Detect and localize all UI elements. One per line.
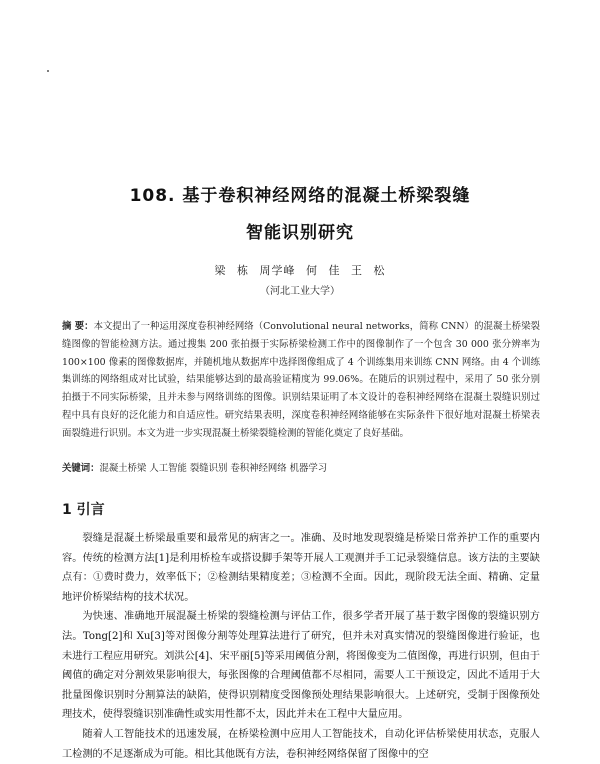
- author-list: 梁 栋 周学峰 何 佳 王 松: [214, 264, 386, 277]
- paragraph: 随着人工智能技术的迅速发展，在桥梁检测中应用人工智能技术，自动化评估桥梁使用状态，克服人工检测的不足逐渐成为可能。相比其他既有方法，卷积神经网络保留了图像中的空: [62, 728, 540, 760]
- paragraph: 裂缝是混凝土桥梁最重要和最常见的病害之一。准确、及时地发现裂缝是桥梁日常养护工作的重要内容。传统的检测方法[1]是利用桥检车或搭设脚手架等开展人工观测并手工记录裂缝信息。该方法的主要缺点有：①费时费力，效率低下；②检测结果精度差；③检测不全面。因此，现阶段无法全面、精确、定量地评价桥梁结构的技术状况。: [62, 533, 540, 603]
- paper-title-line2: 智能识别研究: [246, 223, 354, 243]
- section-heading: 1 引言: [62, 502, 105, 518]
- keywords: [62, 461, 540, 477]
- keywords-text: 混凝土桥梁 人工智能 裂缝识别 卷积神经网络 机器学习: [99, 463, 328, 474]
- abstract: [62, 318, 540, 443]
- body-text: [62, 529, 540, 764]
- keywords-label: 关键词：: [62, 463, 100, 474]
- affiliation: （河北工业大学）: [260, 286, 340, 297]
- scan-speck: [47, 70, 49, 72]
- paper-title-line1: 108. 基于卷积神经网络的混凝土桥梁裂缝: [129, 186, 471, 206]
- paragraph: 为快速、准确地开展混凝土桥梁的裂缝检测与评估工作，很多学者开展了基于数字图像的裂缝识别方法。Tong[2]和 Xu[3]等对图像分割等处理算法进行了研究，但并未对真实情况的裂缝图像进行验证，也未进行工程应用研究。刘洪公[4]、宋平丽[5]等采用阈值分割，将图像变为二值图像，再进行识别，但由于阈值的确定对分割效果影响很大，每张图像的合理阈值都不尽相同，需要人工干预设定，因此不适用于大批量图像识别时分割算法的缺陷，使得识别精度受图像预处理结果影响很大。上述研究，受制于图像预处理技术，使得裂缝识别准确性或实用性都不太，因此并未在工程中大量应用。: [62, 611, 540, 721]
- abstract-label: 摘 要：: [62, 321, 94, 332]
- abstract-text: 本文提出了一种运用深度卷积神经网络（Convolutional neural networks，简称 CNN）的混凝土桥梁裂缝图像的智能检测方法。通过搜集 200 张拍摄于实际桥梁检测工作中的图像制作了一个包含 30 000 张分辨率为 100×100 像素的图像数据库，并随机地从数据库中选择图像组成了 4 个训练集用来训练 CNN 网络。由 4 个训练集训练的网络组成对比试验，结果能够达到的最高验证精度为 99.06%。在随后的识别过程中，采用了 50 张分别拍摄于不同实际桥梁，且并未参与网络训练的图像。识别结果证明了本文设计的卷积神经网络在混凝土裂缝识别过程中具有良好的泛化能力和自适应性。研究结果表明，深度卷积神经网络能够在实际条件下很好地对混凝土桥梁表面裂缝进行识别。本文为进一步实现混凝土桥梁裂缝检测的智能化奠定了良好基础。: [62, 321, 540, 439]
